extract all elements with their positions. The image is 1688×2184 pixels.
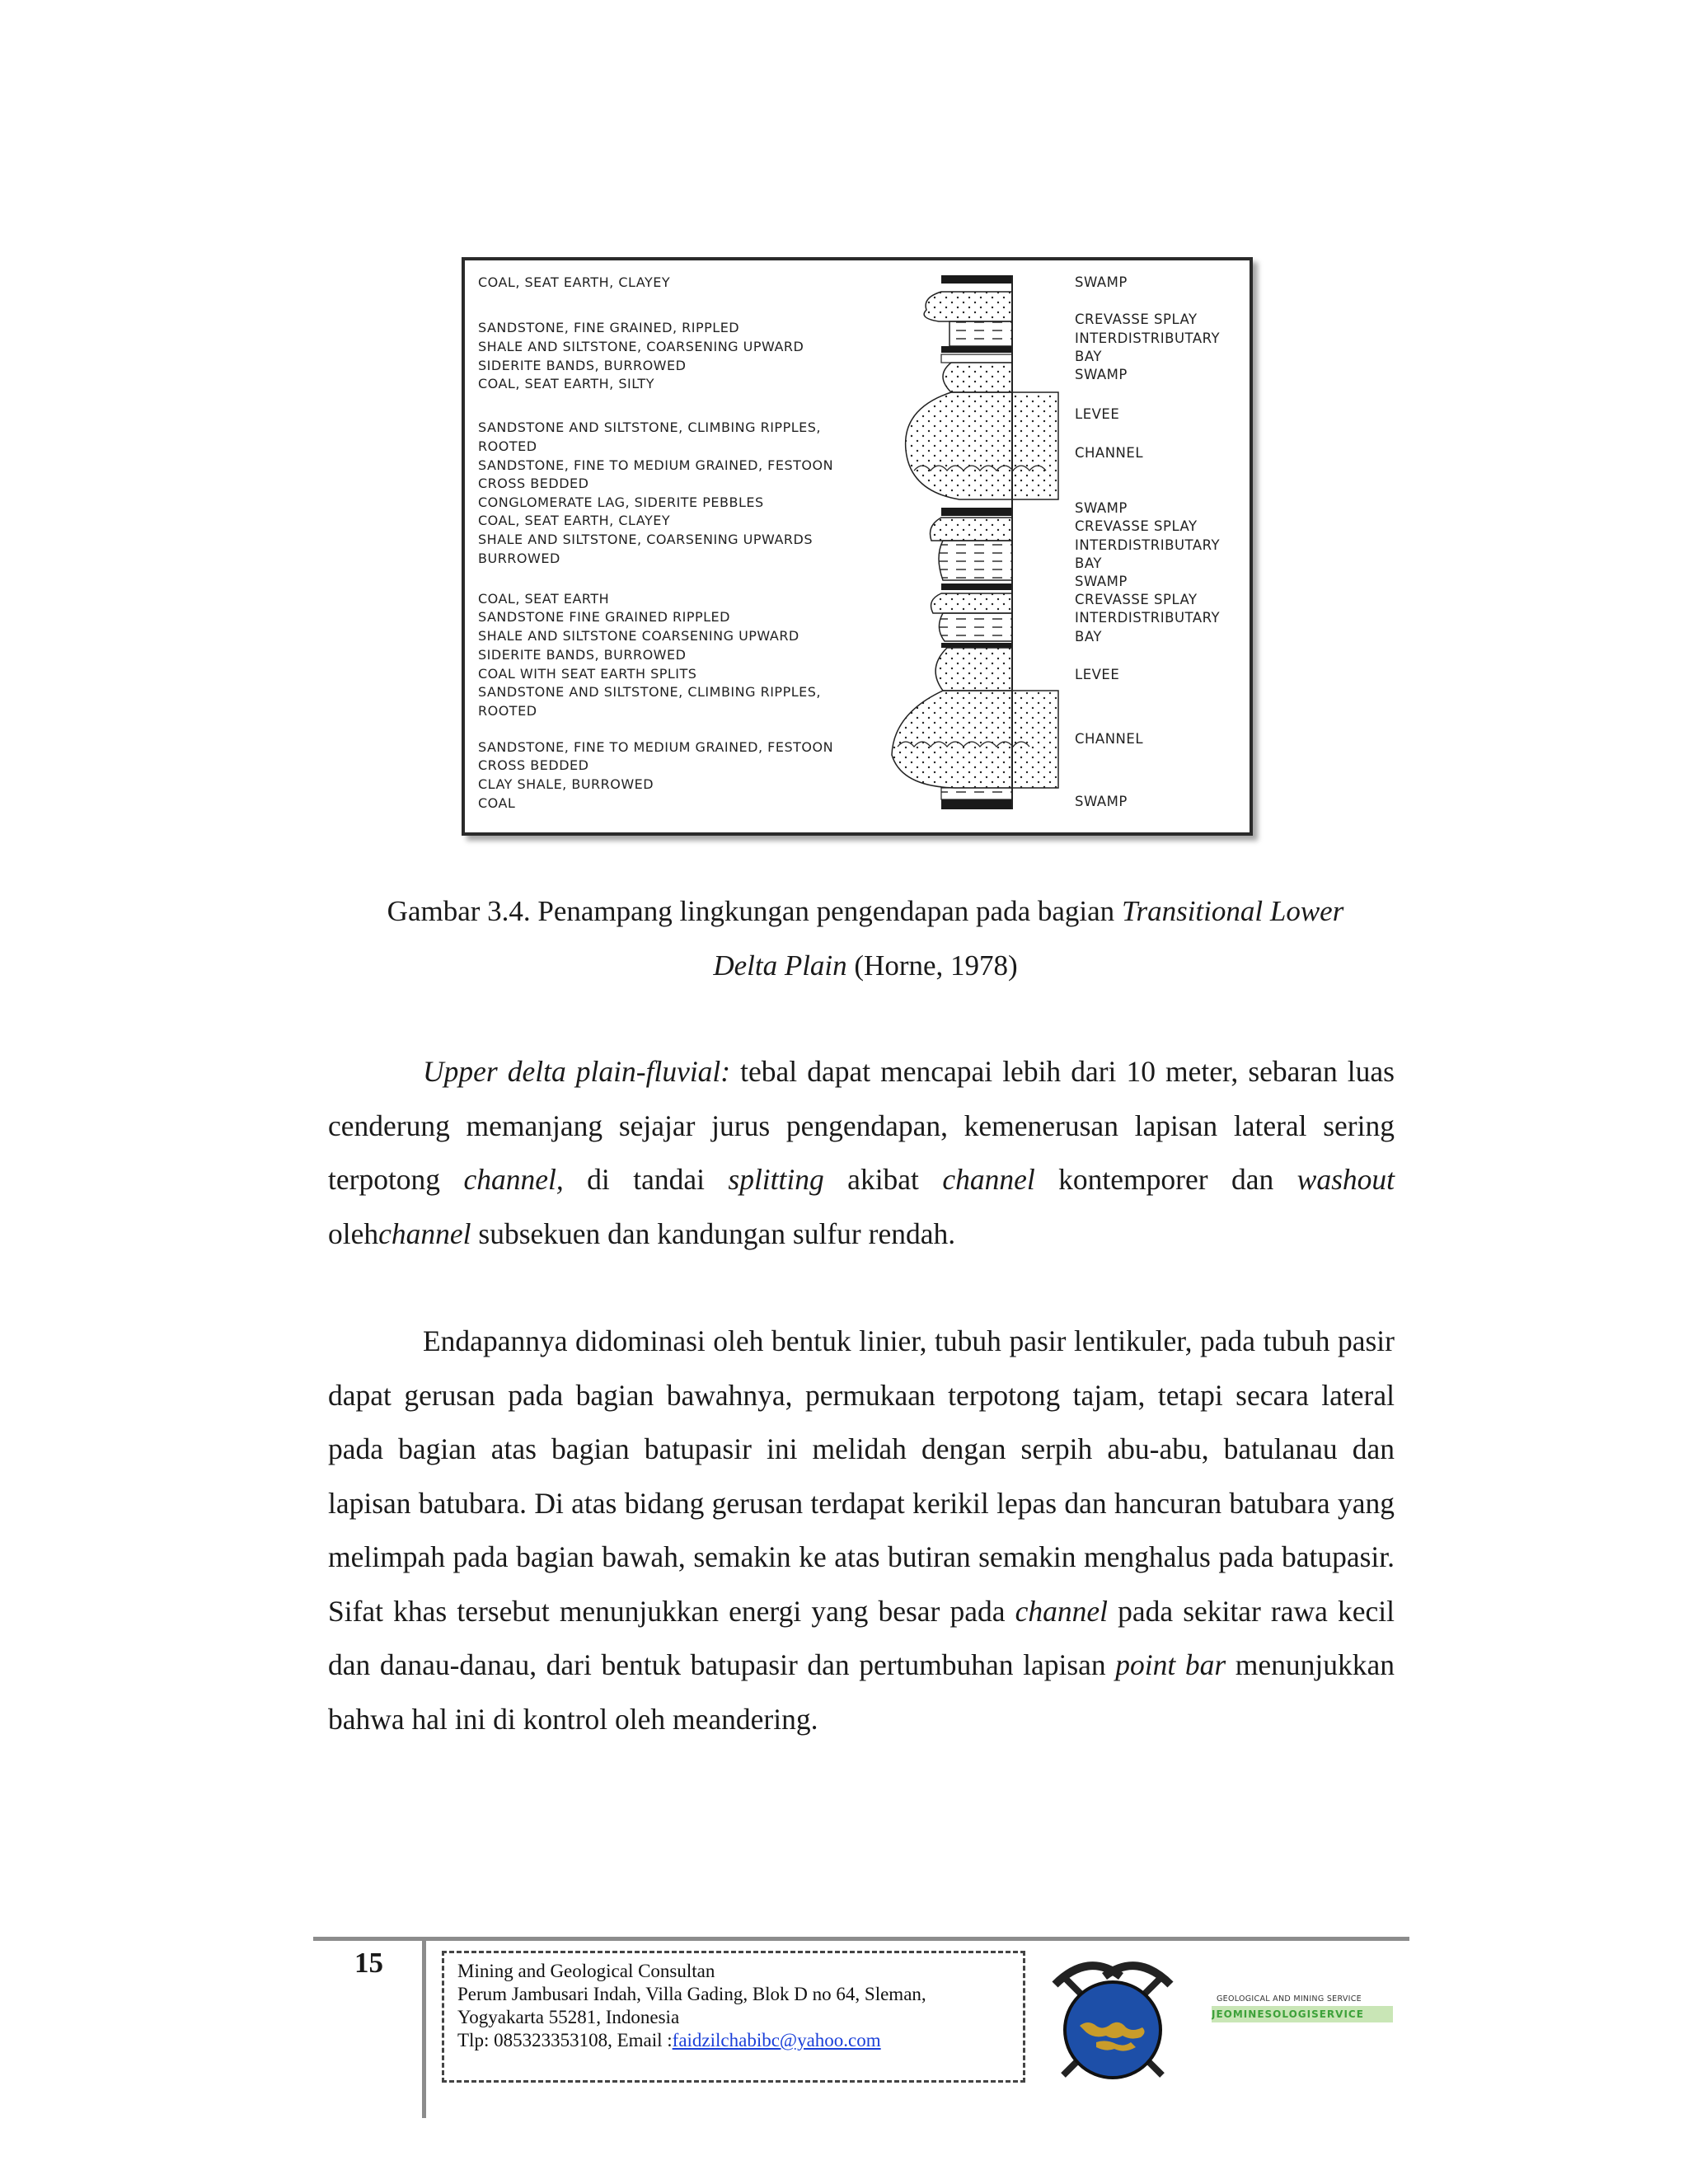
contact-line (457, 2029, 1010, 2052)
figure-caption (313, 884, 1418, 993)
p1-splitting: splitting (728, 1163, 824, 1196)
lithology-label: SIDERITE BANDS, BURROWED (478, 647, 687, 663)
environment-label: BAY (1075, 555, 1102, 571)
paragraph-1 (328, 1045, 1395, 1261)
environment-label: CREVASSE SPLAY (1075, 312, 1198, 327)
environment-label: CREVASSE SPLAY (1075, 592, 1198, 607)
environment-label: INTERDISTRIBUTARY (1075, 610, 1221, 626)
stratigraphic-column-figure (462, 257, 1253, 836)
company-logo-icon (1030, 1952, 1195, 2083)
lithology-label: BURROWED (478, 551, 560, 566)
environment-label: SWAMP (1075, 367, 1128, 382)
environment-label: BAY (1075, 629, 1102, 644)
environment-label: LEVEE (1075, 667, 1120, 682)
email-link[interactable]: faidzilchabibc@yahoo.com (672, 2030, 881, 2050)
address-line-2: Yogyakarta 55281, Indonesia (457, 2007, 680, 2027)
logo-tagline: GEOLOGICAL AND MINING SERVICE (1217, 1994, 1362, 2004)
lithology-label: SHALE AND SILTSTONE, COARSENING UPWARDS (478, 532, 813, 547)
p1-channel-1: channel, (463, 1163, 564, 1196)
environment-label: SWAMP (1075, 274, 1128, 290)
logo-name: JEOMINESOLOGISERVICE (1212, 2006, 1393, 2022)
lithology-label: SANDSTONE, FINE GRAINED, RIPPLED (478, 320, 740, 335)
lithology-label: SANDSTONE, FINE TO MEDIUM GRAINED, FESTOON (478, 739, 834, 755)
column-layers (892, 275, 1058, 809)
p1-text-a: tebal dapat mencapai lebih dari 10 meter, sebaran luas cenderung memanjang sejajar jurus pengendapan, kemenerusan lapisan lateral sering terpotong (328, 1055, 1395, 1196)
lithology-label: COAL (478, 795, 516, 811)
caption-italic-1: Transitional Lower (1121, 895, 1344, 927)
stratigraphic-column-drawing (465, 260, 1250, 832)
p2-channel: channel (1015, 1594, 1108, 1628)
lithology-label: COAL, SEAT EARTH (478, 591, 610, 607)
address-line-1: Perum Jambusari Indah, Villa Gading, Blok D no 64, Sleman, (457, 1984, 926, 2004)
p2-text-b: pada sekitar rawa kecil dan danau-danau, dari bentuk batupasir dan pertumbuhan lapisan (328, 1594, 1395, 1681)
lithology-label: CROSS BEDDED (478, 757, 589, 773)
phone-label: Tlp: 085323353108, Email : (457, 2030, 673, 2050)
p2-text-c: menunjukkan bahwa hal ini di kontrol oleh meandering. (328, 1648, 1395, 1736)
lithology-label: ROOTED (478, 703, 537, 719)
p1-text-c: akibat (823, 1163, 943, 1196)
environment-label: INTERDISTRIBUTARY (1075, 537, 1221, 553)
p1-washout: washout (1296, 1163, 1395, 1196)
lithology-label: COAL WITH SEAT EARTH SPLITS (478, 666, 697, 682)
caption-prefix: Gambar 3.4. Penampang lingkungan pengendapan pada bagian (387, 895, 1122, 927)
company-name: Mining and Geological Consultan (457, 1961, 715, 1981)
p1-text-b: di tandai (563, 1163, 729, 1196)
paragraph-2 (328, 1315, 1395, 1746)
lithology-label: SANDSTONE AND SILTSTONE, CLIMBING RIPPLES, (478, 419, 821, 435)
page-number: 15 (354, 1947, 383, 1979)
lithology-label: SIDERITE BANDS, BURROWED (478, 358, 687, 373)
lithology-label: SHALE AND SILTSTONE COARSENING UPWARD (478, 628, 799, 644)
lithology-label: COAL, SEAT EARTH, CLAYEY (478, 274, 671, 290)
lithology-label: SANDSTONE FINE GRAINED RIPPLED (478, 609, 730, 625)
p1-channel-3: channel (378, 1216, 471, 1250)
environment-label: LEVEE (1075, 406, 1120, 422)
p2-point-bar: point bar (1115, 1648, 1226, 1681)
environment-label: SWAMP (1075, 794, 1128, 809)
environment-label: CHANNEL (1075, 445, 1144, 461)
lithology-label: ROOTED (478, 438, 537, 454)
contact-box (442, 1951, 1025, 2083)
p1-term: Upper delta plain-fluvial: (423, 1055, 731, 1088)
environment-label: SWAMP (1075, 500, 1128, 516)
footer-rule (313, 1937, 1409, 1941)
p1-text-e: oleh (328, 1216, 379, 1250)
environment-label: INTERDISTRIBUTARY (1075, 330, 1221, 346)
environment-label: CHANNEL (1075, 731, 1144, 747)
p1-text-d: kontemporer dan (1034, 1163, 1297, 1196)
environment-label: SWAMP (1075, 574, 1128, 589)
lithology-label: SANDSTONE, FINE TO MEDIUM GRAINED, FESTOON (478, 457, 834, 473)
environment-label: CREVASSE SPLAY (1075, 518, 1198, 534)
lithology-label: COAL, SEAT EARTH, CLAYEY (478, 513, 671, 528)
p2-text-a: Endapannya didominasi oleh bentuk linier, tubuh pasir lentikuler, pada tubuh pasir dapat gerusan pada bagian bawahnya, permukaan terpotong tajam, tetapi secara lateral pada bagian atas bagian batupasir ini melidah dengan serpih abu-abu, batulanau dan lapisan batubara. Di atas bidang gerusan terdapat kerikil lepas dan hancuran batubara yang melimpah pada bagian bawah, semakin ke atas butiran semakin menghalus pada batupasir. Sifat khas tersebut menunjukkan energi yang besar pada (328, 1324, 1395, 1628)
lithology-label: CLAY SHALE, BURROWED (478, 776, 654, 792)
environment-label: BAY (1075, 349, 1102, 364)
caption-suffix: (Horne, 1978) (846, 949, 1018, 982)
lithology-label: SANDSTONE AND SILTSTONE, CLIMBING RIPPLES, (478, 684, 821, 700)
lithology-label: COAL, SEAT EARTH, SILTY (478, 376, 654, 391)
lithology-label: CROSS BEDDED (478, 476, 589, 491)
caption-italic-2: Delta Plain (713, 949, 847, 982)
p1-channel-2: channel (942, 1163, 1035, 1196)
lithology-label: SHALE AND SILTSTONE, COARSENING UPWARD (478, 339, 804, 354)
p1-text-f: subsekuen dan kandungan sulfur rendah. (471, 1216, 956, 1250)
lithology-label: CONGLOMERATE LAG, SIDERITE PEBBLES (478, 494, 764, 510)
footer-vertical-rule (422, 1940, 426, 2118)
